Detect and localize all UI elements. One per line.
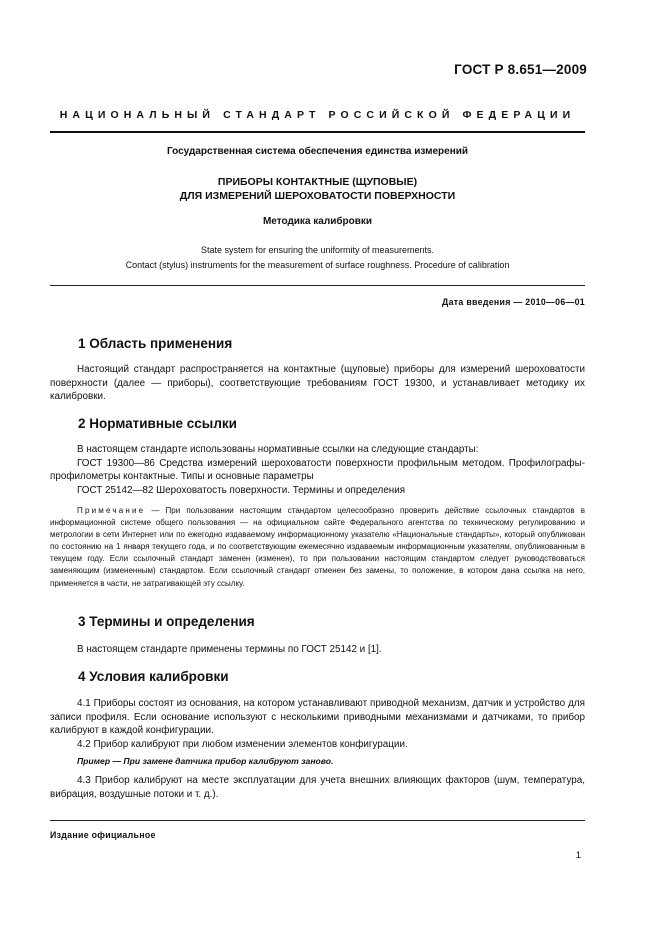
system-title: Государственная система обеспечения единства измерений [166, 146, 469, 157]
section-2-heading: 2 Нормативные ссылки [78, 416, 237, 431]
section-4-text-2 [50, 774, 585, 801]
footer-divider [50, 820, 585, 821]
section-1-heading: 1 Область применения [78, 336, 233, 351]
english-title-line-1: State system for ensuring the uniformity of measurements. [200, 245, 435, 255]
header-divider [50, 131, 585, 133]
main-title-line-2: ДЛЯ ИЗМЕРЕНИЙ ШЕРОХОВАТОСТИ ПОВЕРХНОСТИ [179, 190, 456, 202]
example-text: Пример — При замене датчика прибор калибруют заново. [77, 756, 334, 766]
page-number: 1 [575, 850, 581, 861]
note-label: Примечание [77, 506, 146, 515]
section-1-paragraph: Настоящий стандарт распространяется на контактные (щуповые) приборы для измерений шероховатости поверхности (далее — приборы), соответствующие требованиям ГОСТ 19300, и устанавливает методику их калибровки. [50, 364, 585, 403]
section-2-text [50, 443, 585, 497]
reference-gost-19300: ГОСТ 19300—86 Средства измерений шероховатости поверхности профильным методом. Профилографы-профилометры контактные. Типы и основные параметры [50, 457, 585, 483]
clause-4-3: 4.3 Прибор калибруют на месте эксплуатации для учета внешних влияющих факторов (шум, температура, вибрация, воздушные потоки и т. д.). [50, 775, 585, 800]
reference-gost-25142: ГОСТ 25142—82 Шероховатость поверхности. Термины и определения [77, 484, 406, 496]
english-title-line-2: Contact (stylus) instruments for the measurement of surface roughness. Procedure of calibration [125, 259, 510, 270]
national-standard-banner: НАЦИОНАЛЬНЫЙ СТАНДАРТ РОССИЙСКОЙ ФЕДЕРАЦИИ [59, 109, 576, 121]
section-2-intro: В настоящем стандарте использованы нормативные ссылки на следующие стандарты: [77, 444, 479, 455]
method-title: Методика калибровки [262, 216, 373, 227]
section-4-text [50, 697, 585, 751]
section-3-text [50, 643, 585, 657]
main-title [50, 175, 585, 203]
english-title [50, 243, 585, 272]
section-3-paragraph: В настоящем стандарте применены термины по ГОСТ 25142 и [1]. [77, 644, 382, 655]
intro-date: Дата введения — 2010—06—01 [442, 297, 585, 307]
title-divider [50, 285, 585, 286]
section-3-heading: 3 Термины и определения [78, 614, 255, 629]
clause-4-1: 4.1 Приборы состоят из основания, на котором устанавливают приводной механизм, датчик и устройство для записи профиля. Если основание используют с несколькими приводными механизмами и датчиками, то прибор калибруют в каждой конфигурации. [50, 698, 585, 737]
section-2-note [50, 505, 585, 590]
section-4-heading: 4 Условия калибровки [78, 669, 229, 684]
clause-4-2: 4.2 Прибор калибруют при любом изменении элементов конфигурации. [77, 738, 408, 750]
note-text: — При пользовании настоящим стандартом целесообразно проверить действие ссылочных стандартов в информационной системе общего пользования — на официальном сайте Федерального агентства по техническому регулированию и метрологии в сети Интернет или по ежегодно издаваемому информационному указателю «Национальные стандарты», который опубликован по состоянию на 1 января текущего года, и по соответствующим ежемесячно издаваемым информационным указателям, опубликованным в текущем году. Если ссылочный стандарт заменен (изменен), то при пользовании настоящим стандартом следует руководствоваться заменяющим (измененным) стандартом. Если ссылочный стандарт отменен без замены, то положение, в котором дана ссылка на него, применяется в части, не затрагивающей эту ссылку. [50, 506, 585, 588]
section-1-text [50, 363, 585, 404]
gost-code: ГОСТ Р 8.651—2009 [454, 62, 587, 77]
main-title-line-1: ПРИБОРЫ КОНТАКТНЫЕ (ЩУПОВЫЕ) [217, 176, 418, 188]
edition-label: Издание официальное [50, 830, 156, 840]
section-4-example [50, 756, 585, 766]
